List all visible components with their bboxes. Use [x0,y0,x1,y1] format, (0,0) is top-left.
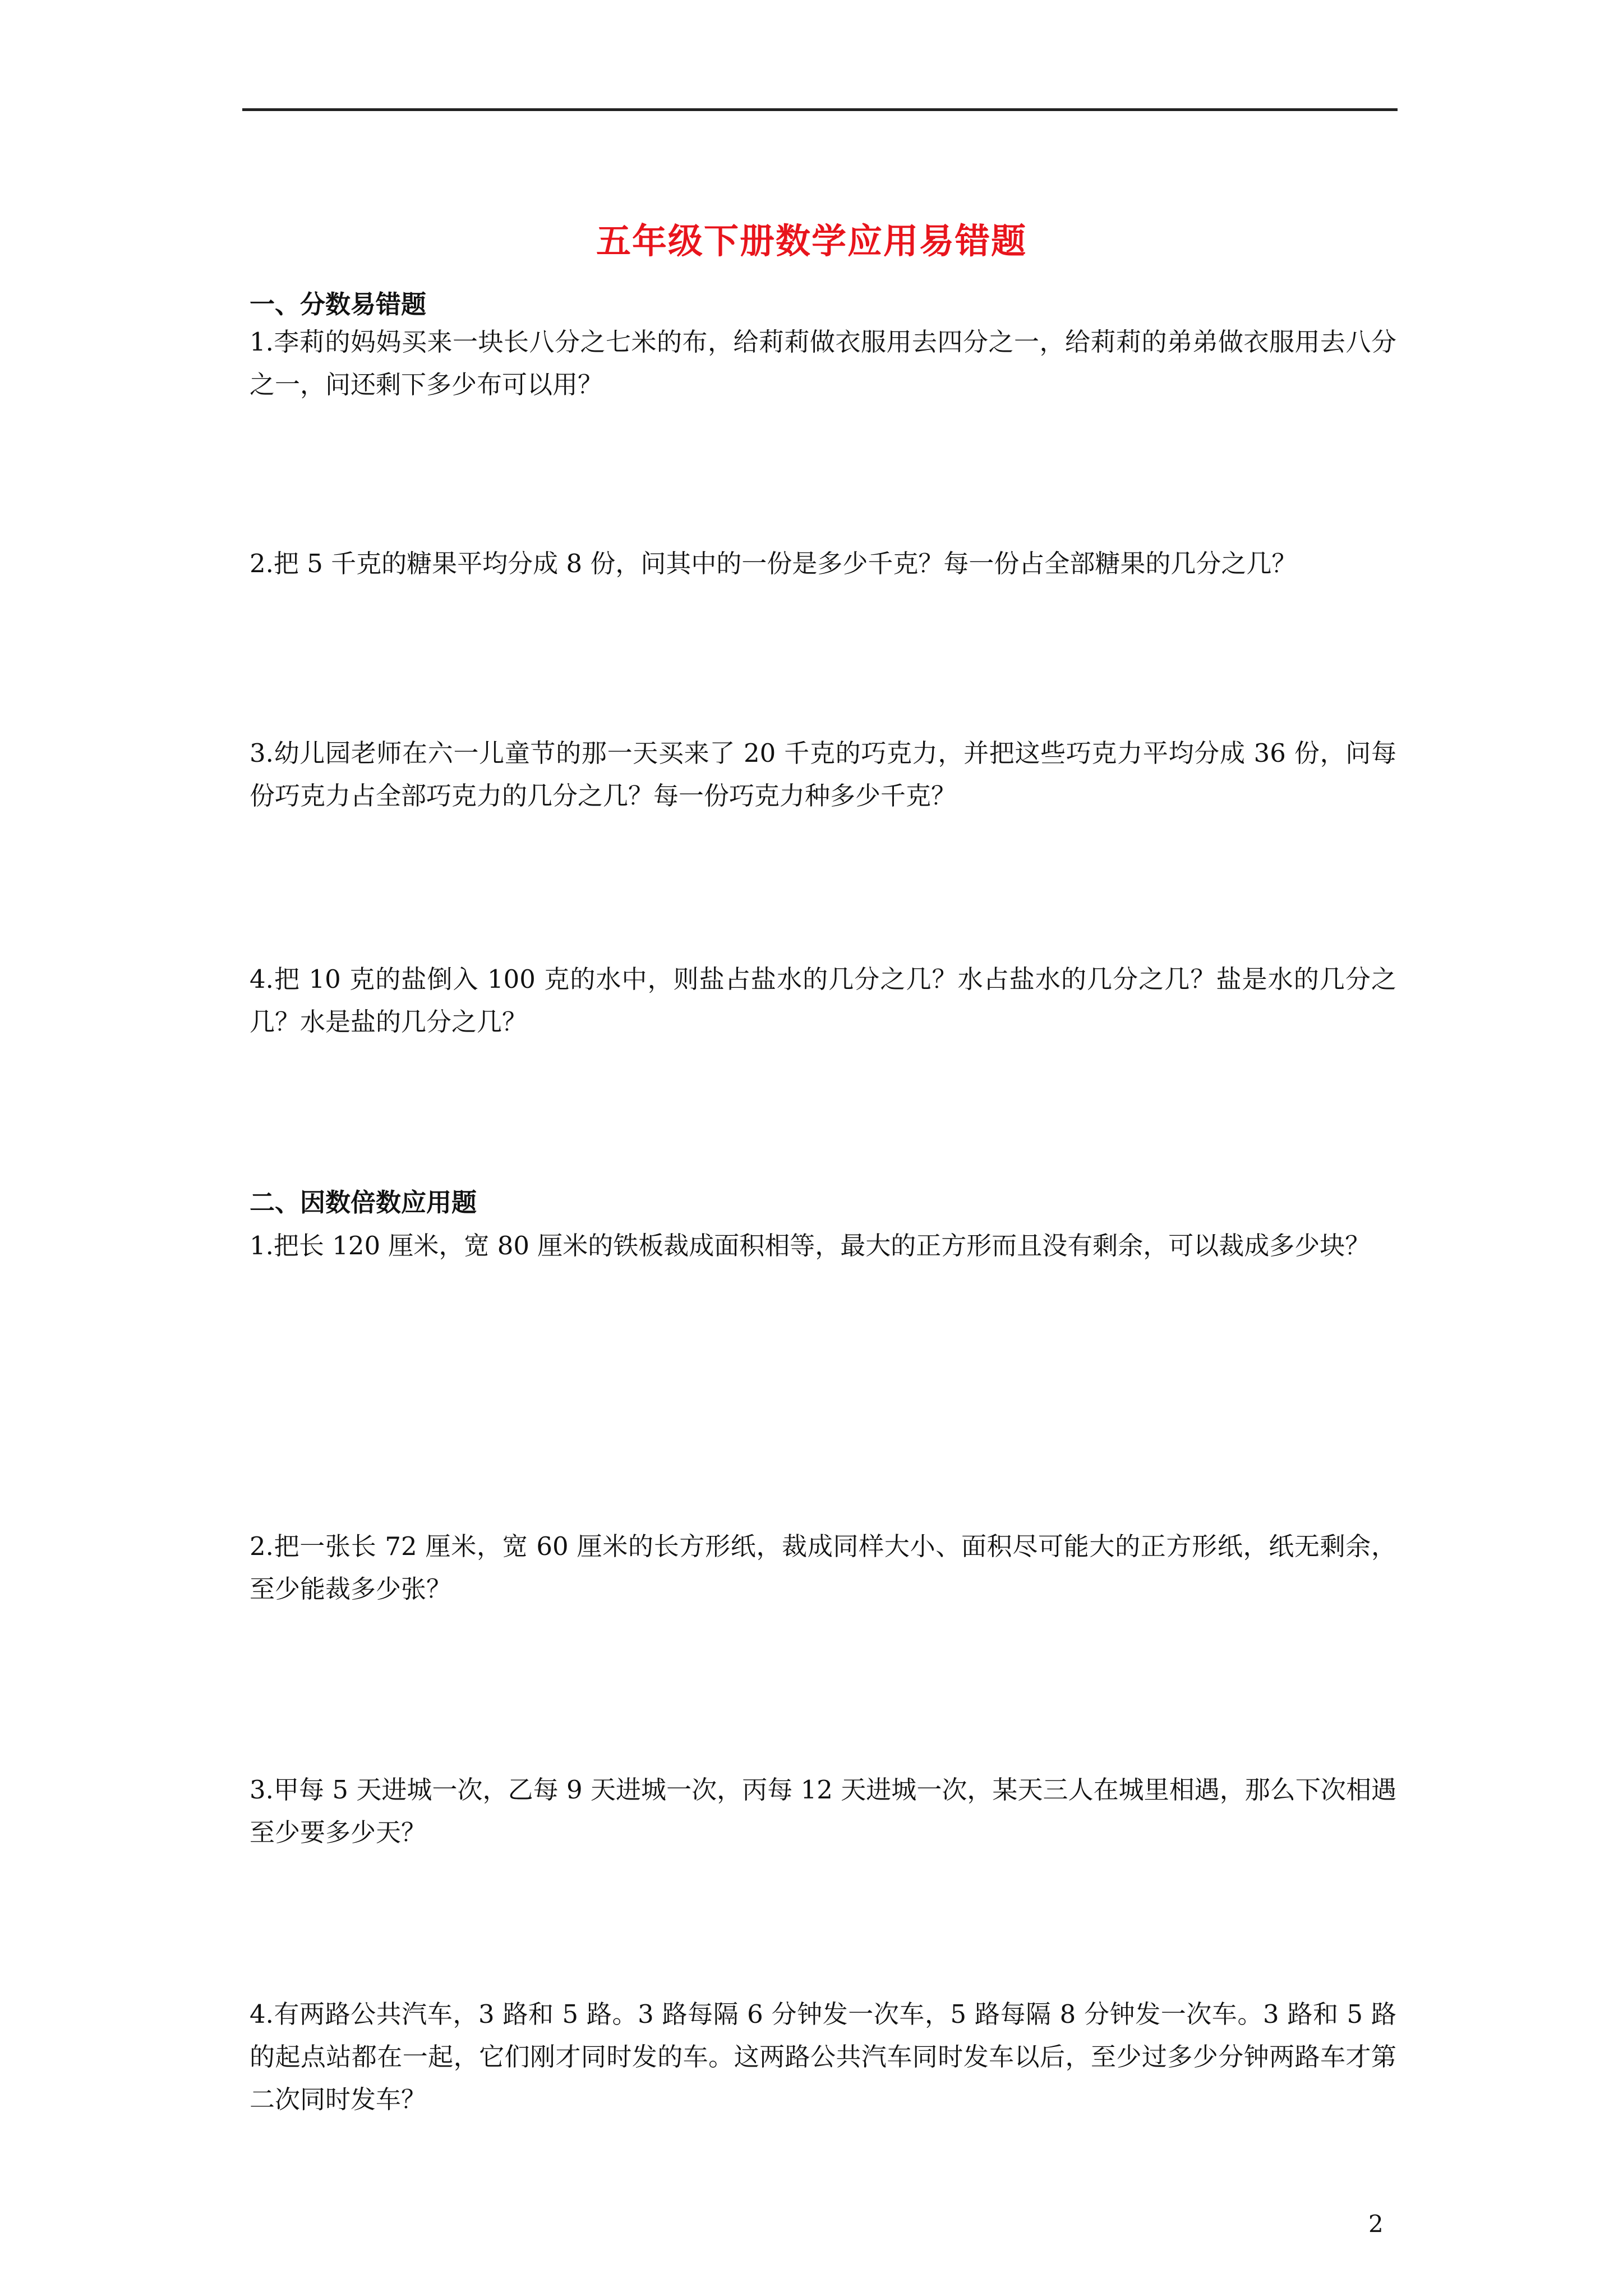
page-title: 五年级下册数学应用易错题 [596,220,1027,261]
section-heading-fractions: 一、分数易错题 [250,289,427,319]
page-number: 2 [1368,2210,1384,2238]
question-fraction-4: 4.把 10 克的盐倒入 100 克的水中，则盐占盐水的几分之几？水占盐水的几分之几？盐是水的几分之几？水是盐的几分之几？ [250,964,1396,1037]
section-heading-factors-multiples: 二、因数倍数应用题 [250,1188,477,1217]
question-factor-4: 4.有两路公共汽车，3 路和 5 路。3 路每隔 6 分钟发一次车，5 路每隔 8 分钟发一次车。3 路和 5 路的起点站都在一起，它们刚才同时发的车。这两路公共汽车同时发车以后，至少过多少分钟两路车才第二次同时发车？ [250,1999,1396,2114]
question-fraction-1: 1.李莉的妈妈买来一块长八分之七米的布，给莉莉做衣服用去四分之一，给莉莉的弟弟做衣服用去八分之一，问还剩下多少布可以用？ [250,327,1396,399]
question-factor-2: 2.把一张长 72 厘米，宽 60 厘米的长方形纸，裁成同样大小、面积尽可能大的正方形纸，纸无剩余，至少能裁多少张？ [250,1531,1396,1604]
question-factor-3: 3.甲每 5 天进城一次，乙每 9 天进城一次，丙每 12 天进城一次，某天三人在城里相遇，那么下次相遇至少要多少天？ [250,1775,1396,1847]
header-rule [242,108,1398,111]
question-factor-1: 1.把长 120 厘米，宽 80 厘米的铁板裁成面积相等，最大的正方形而且没有剩余，可以裁成多少块？ [250,1231,1371,1260]
question-fraction-3: 3.幼儿园老师在六一儿童节的那一天买来了 20 千克的巧克力，并把这些巧克力平均分成 36 份，问每份巧克力占全部巧克力的几分之几？每一份巧克力种多少千克？ [250,738,1396,811]
question-fraction-2: 2.把 5 千克的糖果平均分成 8 份，问其中的一份是多少千克？每一份占全部糖果的几分之几？ [250,549,1297,578]
